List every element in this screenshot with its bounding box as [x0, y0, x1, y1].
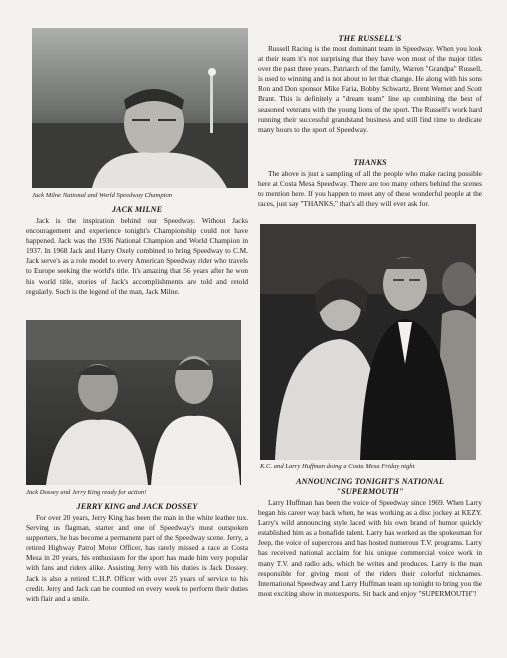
supermouth-heading-line2: "SUPERMOUTH": [336, 487, 404, 496]
thanks-heading: THANKS: [353, 158, 387, 167]
king-dossey-caption: Jack Dossey and Jerry King ready for action!: [26, 489, 147, 496]
russells-body: Russell Racing is the most dominant team in Speedway. When you look at their team it's not surprising that they have won most of the major titles over the past three years. Patriarch of the family, Warren "Grandpa" Russell, is used to winning and is not about to let that change. He along with his sons Ron and Don sponsor Mike Faria, Bobby Schwartz, Brent Werner and Scott Brant. This is definitely a "dream team" line up combining the best of seasoned veterans with the young lions of the sport. The Russell's work hard running their successful grandstand business and still find time to dedicate many hours to the sport of Speedway.: [258, 44, 482, 134]
thanks-body: The above is just a sampling of all the people who make racing possible here at Costa Mesa Speedway. There are too many others behind the scenes to mention here. If you happen to meet any of these wonderful people at the races, just say "THANKS," that's all they will ever ask for.: [258, 169, 482, 209]
jack-milne-caption: Jack Milne National and World Speedway Champion: [32, 192, 173, 199]
huffman-photo: [260, 224, 476, 460]
king-dossey-photo: [26, 320, 241, 485]
king-dossey-heading: JERRY KING and JACK DOSSEY: [76, 502, 198, 511]
huffman-caption: K.C. and Larry Huffman doing a Costa Mesa Friday night: [260, 463, 415, 470]
jack-milne-body: Jack is the inspiration behind our Speedway. Without Jacks encouragement and experience tonight's Championship could not have happened. Jack was the 1936 National Champion and World Champion in 1937. In 1968 Jack and Harry Oxely combined to bring Speedway to C.M. Jack serve's as a role model to every American Speedway rider who travels to Europe seeking the world's title. It's amazing that 56 years after he won his world title, stories of Jack's accomplishments are told and retold regularly. Such is the legend of the man, Jack Milne.: [26, 216, 248, 296]
supermouth-body: Larry Huffman has been the voice of Speedway since 1969. When Larry began his career way back when, he was working as a disc jockey at KEZY. Larry's wild announcing style laced with his own brand of humor quickly established him as a bonafide talent. Larry has worked as the spokesman for Jeep, the voice of supercross and has hosted numerous T.V. programs. Larry has received national acclaim for his unique commercial voice work in many T.V. and radio ads, which he writes and produces. Larry is the man responsible for giving most of the riders their colorful nicknames. International Speedway and Larry Huffman team up tonight to bring you the most exciting show in motorsports. Sit back and enjoy "SUPERMOUTH"!: [258, 498, 482, 598]
jack-milne-photo: [32, 28, 248, 188]
russells-heading: THE RUSSELL'S: [338, 34, 402, 43]
jack-milne-heading: JACK MILNE: [111, 205, 163, 214]
king-dossey-body: For over 20 years, Jerry King has been the man in the white leather tux. Serving us flagman, starter and one of Speedway's most outspoken supporters, he has become a permanent part of the Speedway scene. Jerry, a retired Highway Patrol Motor Officer, has rarely missed a race at Costa Mesa in 20 years, his enthusiasm for the sport has made him very popular with fans and riders alike. Assisting Jerry with his duties is Jack Dossey. Jack is also a retired C.H.P. Officer with over 25 years of service to his credit. Jerry and Jack can be counted on every week to perform their duties with flair and a smile.: [26, 513, 248, 603]
supermouth-heading-line1: ANNOUNCING TONIGHT'S NATIONAL: [296, 477, 444, 486]
